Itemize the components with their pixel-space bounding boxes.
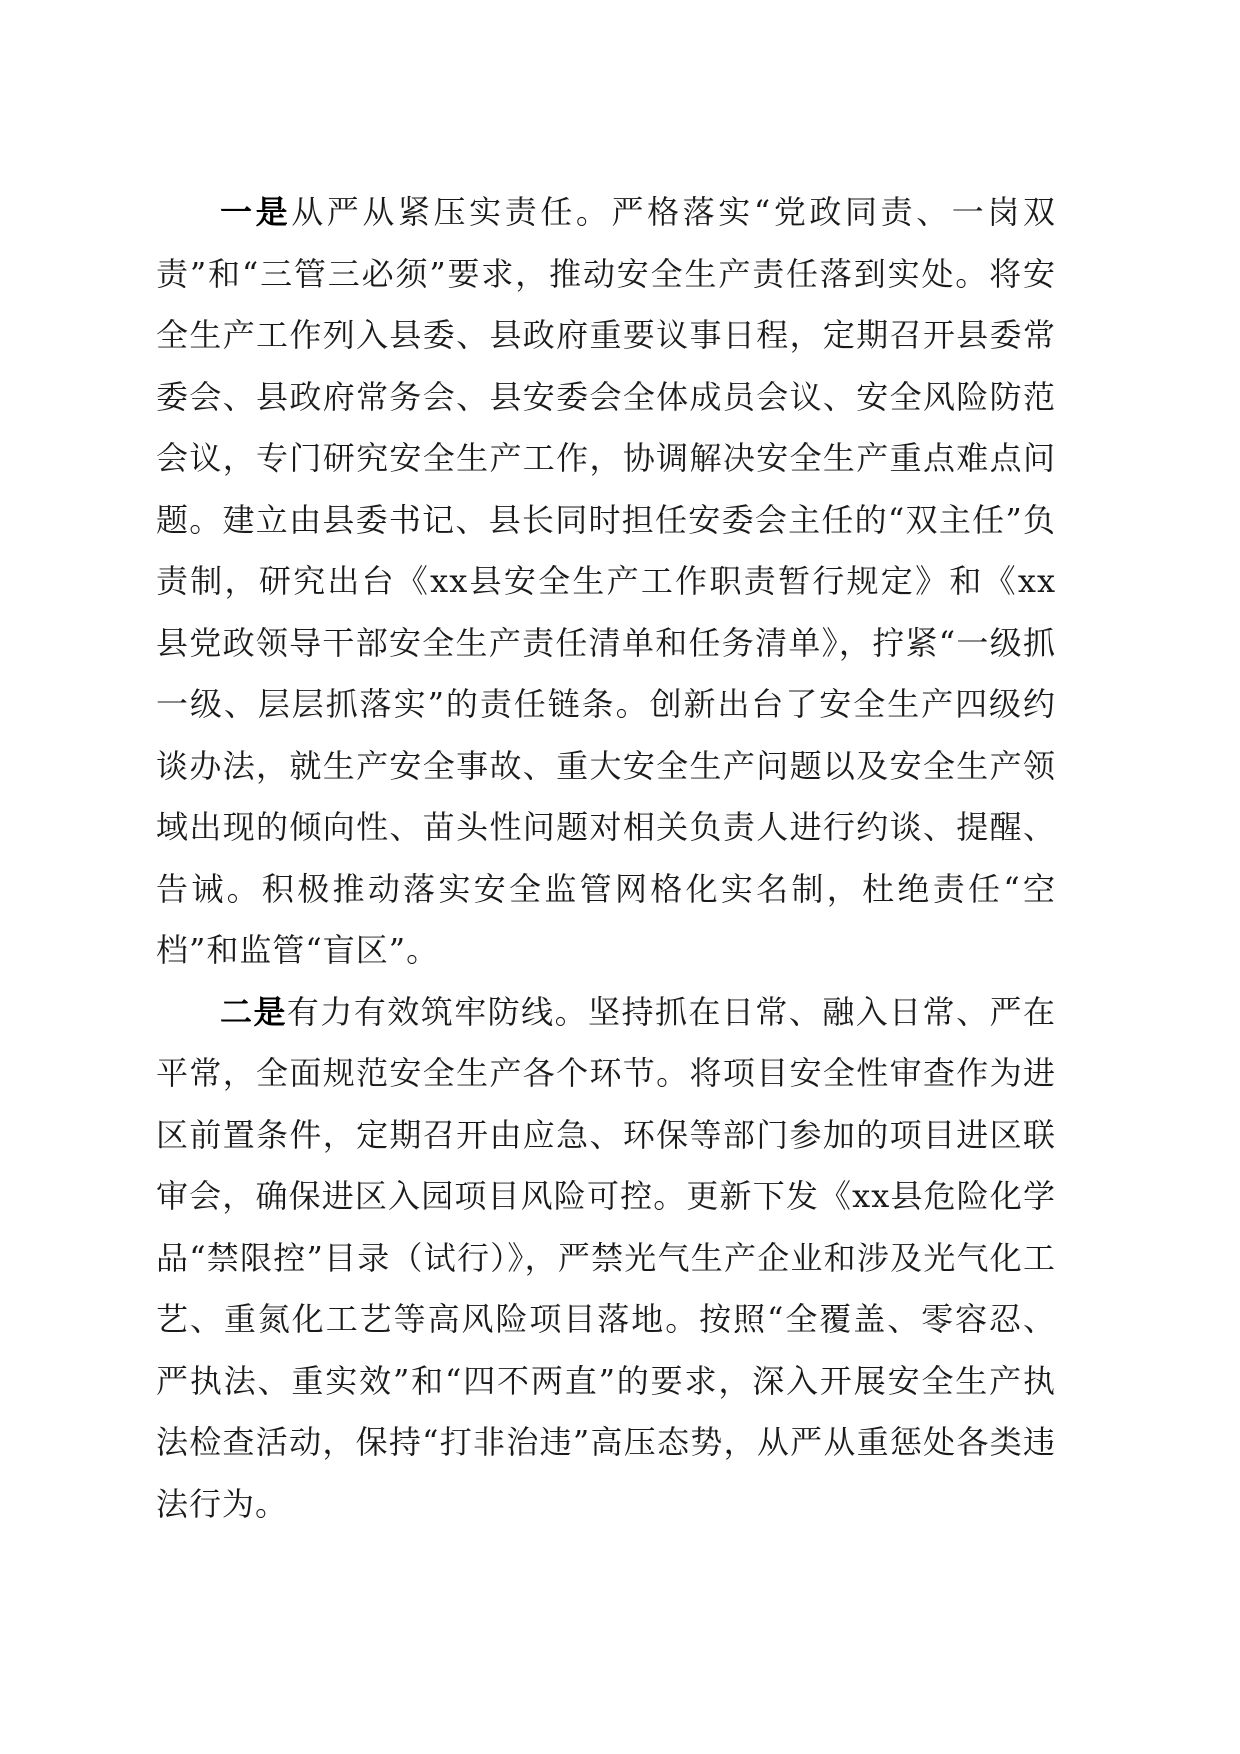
document-body <box>156 182 1056 1535</box>
paragraph-lead: 二是 <box>220 992 287 1031</box>
paragraph-text: 有力有效筑牢防线。坚持抓在日常、融入日常、严在平常，全面规范安全生产各个环节。将项目安全性审查作为进区前置条件，定期召开由应急、环保等部门参加的项目进区联审会，确保进区入园项目风险可控。更新下发《xx县危险化学品“禁限控”目录（试行）》，严禁光气生产企业和涉及光气化工艺、重氮化工艺等高风险项目落地。按照“全覆盖、零容忍、严执法、重实效”和“四不两直”的要求，深入开展安全生产执法检查活动，保持“打非治违”高压态势，从严从重惩处各类违法行为。 <box>156 992 1056 1523</box>
paragraph-lead: 一是 <box>220 193 292 231</box>
paragraph-defense <box>156 982 1056 1536</box>
paragraph-responsibility <box>156 182 1056 982</box>
paragraph-text: 从严从紧压实责任。严格落实“党政同责、一岗双责”和“三管三必须”要求，推动安全生产责任落到实处。将安全生产工作列入县委、县政府重要议事日程，定期召开县委常委会、县政府常务会、县安委会全体成员会议、安全风险防范会议，专门研究安全生产工作，协调解决安全生产重点难点问题。建立由县委书记、县长同时担任安委会主任的“双主任”负责制，研究出台《xx县安全生产工作职责暂行规定》和《xx县党政领导干部安全生产责任清单和任务清单》，拧紧“一级抓一级、层层抓落实”的责任链条。创新出台了安全生产四级约谈办法，就生产安全事故、重大安全生产问题以及安全生产领域出现的倾向性、苗头性问题对相关负责人进行约谈、提醒、告诫。积极推动落实安全监管网格化实名制，杜绝责任“空档”和监管“盲区”。 <box>156 193 1056 969</box>
